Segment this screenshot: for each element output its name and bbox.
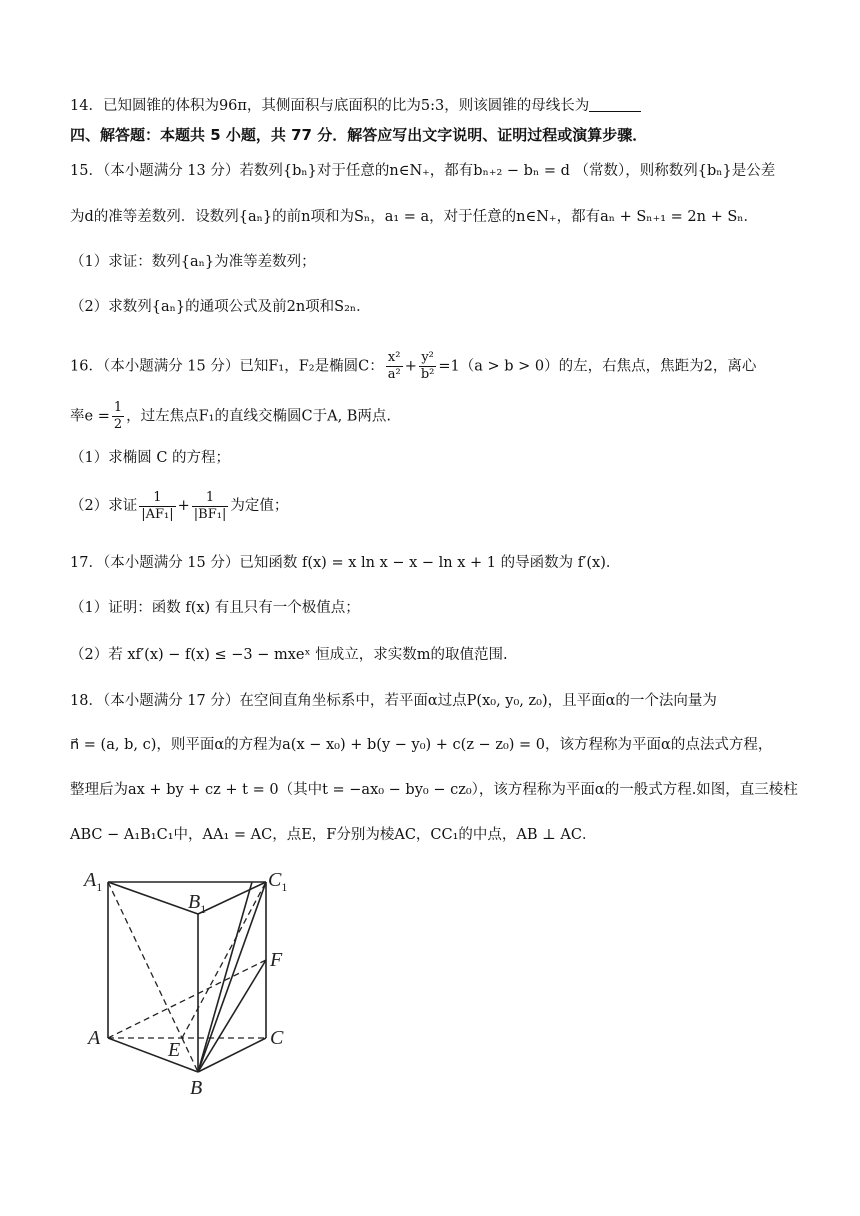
fraction-denominator: |BF₁| — [193, 506, 227, 522]
fraction-x2-a2 — [386, 350, 403, 383]
question-16-part2-prefix: （2）求证 — [70, 498, 138, 514]
prism-solid-edges — [108, 882, 266, 1072]
question-18-line2: n⃗ = (a, b, c)，则平面α的方程为a(x − x₀) + b(y − y₀) + c(z − z₀) = 0，该方程称为平面α的点法式方程， — [70, 737, 773, 753]
question-15-part1: （1）求证：数列{aₙ}为准等差数列； — [70, 254, 316, 270]
answer-blank[interactable] — [589, 97, 641, 112]
question-18-line3: 整理后为ax + by + cz + t = 0（其中t = −ax₀ − by₀ − cz₀），该方程称为平面α的一般式方程.如图，直三棱柱 — [70, 782, 798, 798]
segment-A1E-hidden — [108, 882, 182, 1038]
question-17-line1: 17．（本小题满分 15 分）已知函数 f(x) = x ln x − x − ln x + 1 的导函数为 f′(x)． — [70, 555, 621, 571]
question-16-line2 — [70, 400, 794, 433]
question-17-part2: （2）若 xf′(x) − f(x) ≤ −3 − mxeˣ 恒成立，求实数m的取值范围. — [70, 647, 508, 663]
fraction-numerator: 1 — [113, 400, 123, 415]
question-18-line1: 18．（本小题满分 17 分）在空间直角坐标系中，若平面α过点P(x₀, y₀, z₀)，且平面α的一个法向量为 — [70, 693, 717, 709]
label-C: C — [270, 1027, 284, 1049]
fraction-denominator: b² — [420, 367, 435, 382]
fraction-y2-b2 — [419, 350, 437, 383]
section-heading: 四、解答题：本题共 5 小题，共 77 分．解答应写出文字说明、证明过程或演算步骤． — [70, 126, 648, 144]
label-B: B — [190, 1077, 203, 1099]
fraction-denominator: |AF₁| — [141, 506, 174, 522]
question-16-line2-text: ，过左焦点F₁的直线交椭圆C于A, B两点. — [126, 408, 392, 425]
label-E: E — [168, 1039, 181, 1061]
question-17-part1: （1）证明：函数 f(x) 有且只有一个极值点； — [70, 600, 360, 616]
question-15-line2: 为d的准等差数列．设数列{aₙ}的前n项和为Sₙ，a₁ = a，对于任意的n∈N₊，都有aₙ + Sₙ₊₁ = 2n + Sₙ． — [70, 209, 759, 225]
question-15-line1: 15．（本小题满分 13 分）若数列{bₙ}对于任意的n∈N₊，都有bₙ₊₂ − bₙ = d （常数），则称数列{bₙ}是公差 — [70, 163, 776, 179]
label-B1: $B_1$ — [188, 891, 207, 916]
eccentricity-label: 率e = — [70, 408, 110, 425]
question-16-part2-suffix: 为定值； — [230, 498, 289, 514]
question-16-intro: 16．（本小题满分 15 分）已知F₁，F₂是椭圆C： — [70, 358, 384, 375]
question-16-condition: =1（a > b > 0）的左，右焦点，焦距为2，离心 — [438, 358, 757, 375]
question-14 — [70, 95, 794, 117]
prism-figure — [80, 862, 300, 1102]
label-A1: $A_1$ — [84, 869, 103, 894]
label-C1: $C_1$ — [268, 869, 288, 894]
label-A: A — [88, 1027, 101, 1049]
question-16-part2: （2）求证 $\frac{1}{\text{|AF₁|}}$ + $\frac{1}{\text{|BF₁|}}$ 为定值； — [70, 489, 289, 522]
question-14-text: 14．已知圆锥的体积为96π，其侧面积与底面积的比为5:3，则该圆锥的母线长为 — [70, 98, 590, 114]
fraction-denominator: 2 — [113, 417, 123, 432]
fraction-1-AF1 — [139, 490, 175, 523]
fraction-1-BF1 — [192, 490, 229, 523]
label-F: F — [270, 949, 283, 971]
fraction-numerator: y² — [419, 350, 437, 367]
question-18-line4: ABC − A₁B₁C₁中，AA₁ = AC，点E，F分别为棱AC，CC₁的中点，AB ⊥ AC． — [70, 827, 597, 843]
fraction-numerator: 1 — [192, 490, 229, 507]
fraction-one-half — [112, 400, 124, 433]
question-16-part1: （1）求椭圆 C 的方程； — [70, 450, 231, 466]
question-16-line1: 16．（本小题满分 15 分）已知F₁，F₂是椭圆C： $\frac{\text{x²}}{\text{a²}}$ + $\frac{\text{y²}}{\text{b²}}$ =1（a > b > 0）的左，右焦点，焦距为2，离心 — [70, 350, 757, 382]
fraction-numerator: x² — [386, 350, 403, 367]
fraction-denominator: a² — [387, 367, 401, 382]
fraction-numerator: 1 — [139, 490, 175, 507]
vertex-labels — [82, 869, 287, 1099]
question-15-part2: （2）求数列{aₙ}的通项公式及前2n项和S₂ₙ． — [70, 299, 371, 315]
